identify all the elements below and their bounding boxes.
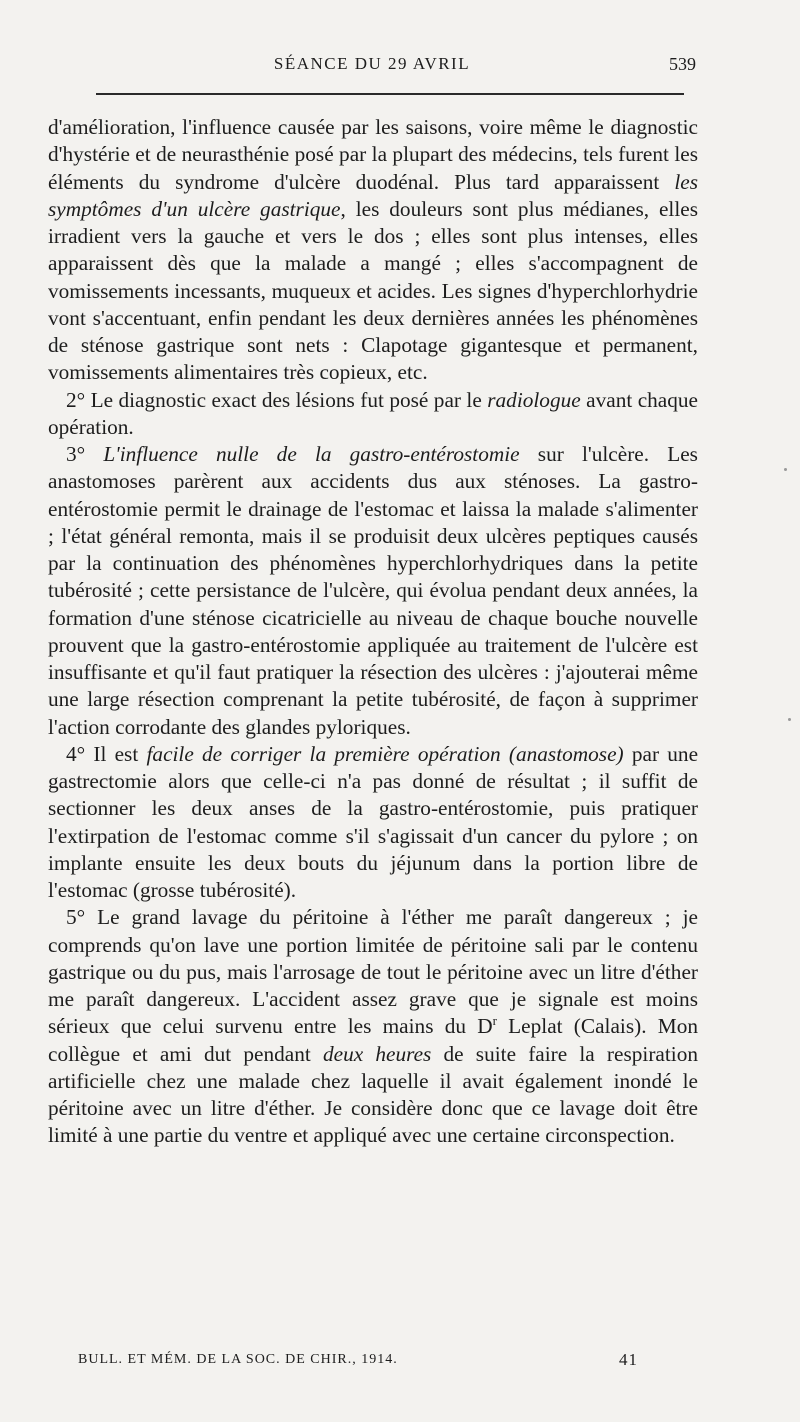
text-run: 5° Le grand lavage du péritoine à l'éther me paraît dangereux ; je comprends qu'on lave une portion limitée de péritoine sali par le contenu gastrique ou du pus, mais l'arrosage de tout le péritoine avec un litre d'éther me paraît dangereux. L'accident assez grave que je signale est moins sérieux que celui survenu entre les mains du D xyxy=(48,905,698,1039)
text-run: 3° xyxy=(66,442,104,466)
footer-signature-number: 41 xyxy=(619,1350,638,1369)
text-run: avant chaque opération. xyxy=(48,387,698,439)
body-text xyxy=(48,114,698,1150)
text-run: par une gastrectomie alors que celle-ci n'a pas donné de résultat ; il suffit de sectionner les deux anses de la gastro-entérostomie, puis pratiquer l'extirpation de l'estomac comme s'il s'agissait d'un cancer du pylore ; on implante ensuite les deux bouts du jéjunum dans la portion libre de l'estomac (grosse tubérosité). xyxy=(48,741,699,902)
italic-text: radiologue xyxy=(487,387,581,412)
text-run: d'amélioration, l'influence causée par les saisons, voire même le diagnostic d'hystérie et de neurasthénie posé par la plupart des médecins, tels furent les éléments du syndrome d'ulcère duodénal. Plus tard apparaissent xyxy=(48,115,698,194)
paper-speck xyxy=(788,718,791,721)
italic-text: les symptômes d'un ulcère gastrique xyxy=(48,169,698,221)
text-run: , les douleurs sont plus médianes, elles irradient vers la gauche et vers le dos ; elles sont plus intenses, elles apparaissent dès que la malade a mangé ; elles s'accompagnent de vomissements incessants, muqueux et acides. Les signes d'hyperchlorhydrie vont s'accentuant, enfin pendant les deux dernières années les phénomènes de sténose gastrique sont nets : Clapotage gigantesque et permanent, vomissements alimentaires très copieux, etc. xyxy=(48,196,698,385)
text-run: Leplat (Calais). Mon collègue et ami dut pendant xyxy=(48,1014,698,1066)
text-run: de suite faire la respiration artificielle chez une malade chez laquelle il avait également inondé le péritoine avec un litre d'éther. Je considère donc que ce lavage doit être limité à une partie du ventre et appliqué avec une certaine circonspection. xyxy=(48,1041,698,1148)
paragraph xyxy=(48,441,698,741)
italic-text: facile de corriger la première opération (anastomose) xyxy=(146,741,624,766)
paragraph xyxy=(48,904,698,1149)
text-run: sur l'ulcère. Les anastomoses parèrent aux accidents dus aux sténoses. La gastro-entérostomie permit le drainage de l'estomac et laissa la malade s'alimenter ; l'état général remonta, mais il se produisit deux ulcères peptiques causés par la continuation des phénomènes hyperchlorhydriques dans la petite tubérosité ; cette persistance de l'ulcère, qui évolua pendant deux années, la formation d'une sténose cicatricielle au niveau de chaque bouche nouvelle prouvent que la gastro-entérostomie appliquée au traitement de l'ulcère est insuffisante et qu'il faut pratiquer la résection des ulcères : j'ajouterai même une large résection comprenant la petite tubérosité, de façon à supprimer l'action corrodante des glandes pyloriques. xyxy=(48,442,698,739)
footer-citation: BULL. ET MÉM. DE LA SOC. DE CHIR., 1914. xyxy=(78,1352,398,1367)
paragraph xyxy=(48,741,698,905)
text-run: 2° Le diagnostic exact des lésions fut posé par le xyxy=(66,387,488,412)
paragraph xyxy=(48,114,698,387)
italic-text: deux heures xyxy=(322,1041,432,1066)
superscript-text: r xyxy=(492,1013,497,1029)
header-rule xyxy=(96,93,684,95)
page-number: 539 xyxy=(669,54,696,74)
paper-speck xyxy=(784,468,787,471)
page-footer xyxy=(78,1352,638,1376)
running-title: SÉANCE DU 29 AVRIL xyxy=(273,54,471,73)
italic-text: L'influence nulle de la gastro-entérostomie xyxy=(103,442,520,466)
running-header xyxy=(48,54,696,82)
text-run: 4° Il est xyxy=(66,741,147,766)
paragraph xyxy=(48,387,698,442)
